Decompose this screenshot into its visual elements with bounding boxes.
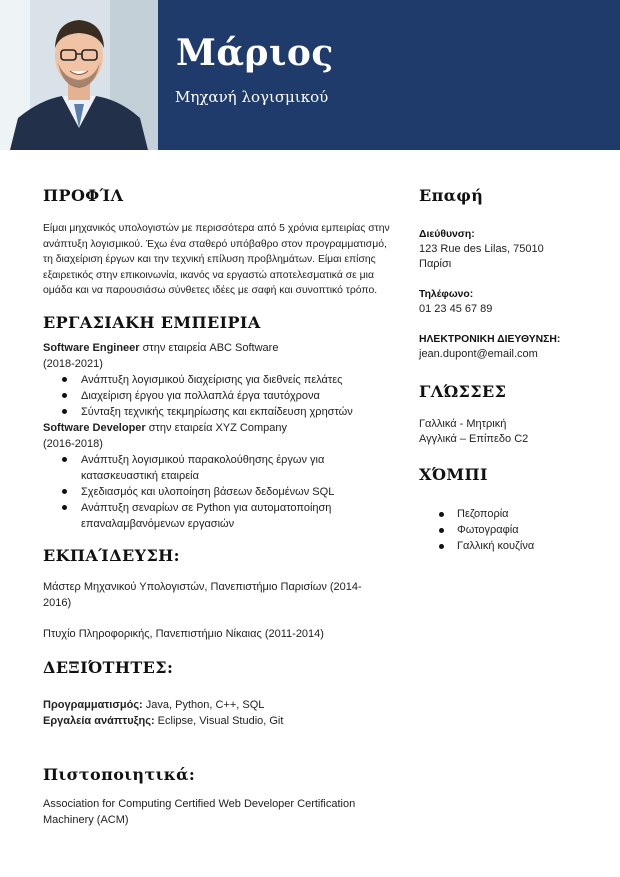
job-period: (2016-2018)	[43, 437, 103, 450]
sidebar-column	[419, 186, 599, 554]
education-line: Μάστερ Μηχανικού Υπολογιστών, Πανεπιστήμιο Παρισίων (2014-	[43, 580, 362, 593]
languages-list	[419, 417, 599, 447]
certifications-list	[43, 796, 393, 828]
list-item	[43, 484, 393, 500]
list-item-line: κατασκευαστική εταιρεία	[81, 469, 199, 482]
education-heading: ΕΚΠΑΊΔΕΥΣΗ:	[43, 545, 180, 565]
certifications-heading: Πιστοποιητικά:	[43, 764, 196, 784]
list-item	[43, 500, 393, 532]
profile-text	[43, 221, 393, 299]
profile-line: Είμαι μηχανικός υπολογιστών με περισσότερα από 5 χρόνια εμπειρίας στην	[43, 223, 390, 234]
skill-value: Java, Python, C++, SQL	[142, 698, 265, 711]
experience-list	[43, 340, 393, 532]
skills-list	[43, 697, 393, 729]
job-company: στην εταιρεία XYZ Company	[145, 421, 288, 434]
email-value: jean.dupont@email.com	[419, 348, 538, 360]
address-line: Παρίσι	[419, 258, 452, 270]
profile-line: ανάπτυξη λογισμικού. Έχω ένα σταθερό υπόβαθρο στον προγραμματισμό,	[43, 238, 387, 250]
job-bullets	[43, 452, 393, 532]
job-header	[43, 420, 393, 436]
languages-heading: ΓΛΏΣΣΕΣ	[419, 382, 507, 401]
list-item: Ανάπτυξη λογισμικού διαχείρισης για διεθνείς πελάτες	[43, 372, 393, 388]
list-item: Πεζοπορία	[419, 506, 599, 522]
list-item: Γαλλική κουζίνα	[419, 538, 599, 554]
profile-line: εξαιρετικός στην επικοινωνία, ικανός να εργαστώ αποτελεσματικά σε μια	[43, 269, 374, 281]
certification-line: Machinery (ACM)	[43, 813, 129, 826]
profile-line: ομάδα και να παρουσιάσω σύνθετες ιδέες με σαφή και συνοπτικό τρόπο.	[43, 285, 378, 297]
profile-line: τη διαχείριση έργων και την τεχνική επίλυση προβλημάτων. Είμαι επίσης	[43, 254, 376, 266]
contact-block	[419, 227, 599, 362]
skills-heading: ΔΕΞΙΌΤΗΤΕΣ:	[43, 657, 174, 677]
skill-label: Προγραμματισμός:	[43, 698, 143, 711]
skill-label: Εργαλεία ανάπτυξης:	[43, 714, 155, 727]
main-column	[43, 186, 393, 828]
list-item: Σύνταξη τεχνικής τεκμηρίωσης και εκπαίδευση χρηστών	[43, 404, 393, 420]
language-item: Γαλλικά - Μητρική	[419, 418, 507, 430]
language-item: Αγγλικά – Επίπεδο C2	[419, 433, 529, 445]
experience-heading: ΕΡΓΑΣΙΑΚΗ ΕΜΠΕΙΡΙΑ	[43, 312, 261, 332]
email-label: ΗΛΕΚΤΡΟΝΙΚΗ ΔΙΕΥΘΥΝΣΗ:	[419, 334, 561, 345]
job-role: Software Engineer	[43, 341, 140, 354]
contact-heading: Επαφή	[419, 186, 484, 205]
candidate-name: Μάριος	[176, 32, 334, 74]
certification-line: Association for Computing Certified Web Developer Certification	[43, 797, 356, 810]
list-item: Φωτογραφία	[419, 522, 599, 538]
header-band	[158, 0, 620, 150]
job-role: Software Developer	[43, 421, 146, 434]
education-line: 2016)	[43, 597, 72, 610]
list-item-line: Ανάπτυξη σεναρίων σε Python για αυτοματοποίηση	[81, 501, 332, 514]
phone-value: 01 23 45 67 89	[419, 303, 493, 315]
hobbies-heading: ΧΌΜΠΙ	[419, 465, 488, 484]
job-title: Μηχανή λογισμικού	[175, 88, 329, 106]
skill-line	[43, 713, 393, 729]
profile-photo	[0, 0, 158, 150]
list-item-line: επαναλαμβανόμενων εργασιών	[81, 517, 235, 530]
job-header	[43, 340, 393, 356]
address-line: 123 Rue des Lilas, 75010	[419, 243, 544, 255]
job-bullets	[43, 372, 393, 420]
person-portrait-icon	[0, 0, 158, 150]
education-entry: Πτυχίο Πληροφορικής, Πανεπιστήμιο Νίκαιας (2011-2014)	[43, 627, 324, 640]
education-entry	[43, 579, 393, 612]
address-label: Διεύθυνση:	[419, 229, 475, 240]
skill-value: Eclipse, Visual Studio, Git	[154, 714, 284, 727]
job-company: στην εταιρεία ABC Software	[139, 341, 279, 354]
resume-header	[0, 0, 620, 150]
list-item-line: Ανάπτυξη λογισμικού παρακολούθησης έργων για	[81, 453, 325, 466]
phone-label: Τηλέφωνο:	[419, 289, 474, 300]
education-list	[43, 579, 393, 642]
profile-heading: ΠΡΟΦΊΛ	[43, 186, 124, 205]
job-period: (2018-2021)	[43, 357, 103, 370]
skill-line	[43, 697, 393, 713]
list-item: Διαχείριση έργου για πολλαπλά έργα ταυτόχρονα	[43, 388, 393, 404]
list-item	[43, 452, 393, 484]
hobbies-list	[419, 506, 599, 554]
list-item-line: Σχεδιασμός και υλοποίηση βάσεων δεδομένων SQL	[81, 485, 335, 498]
